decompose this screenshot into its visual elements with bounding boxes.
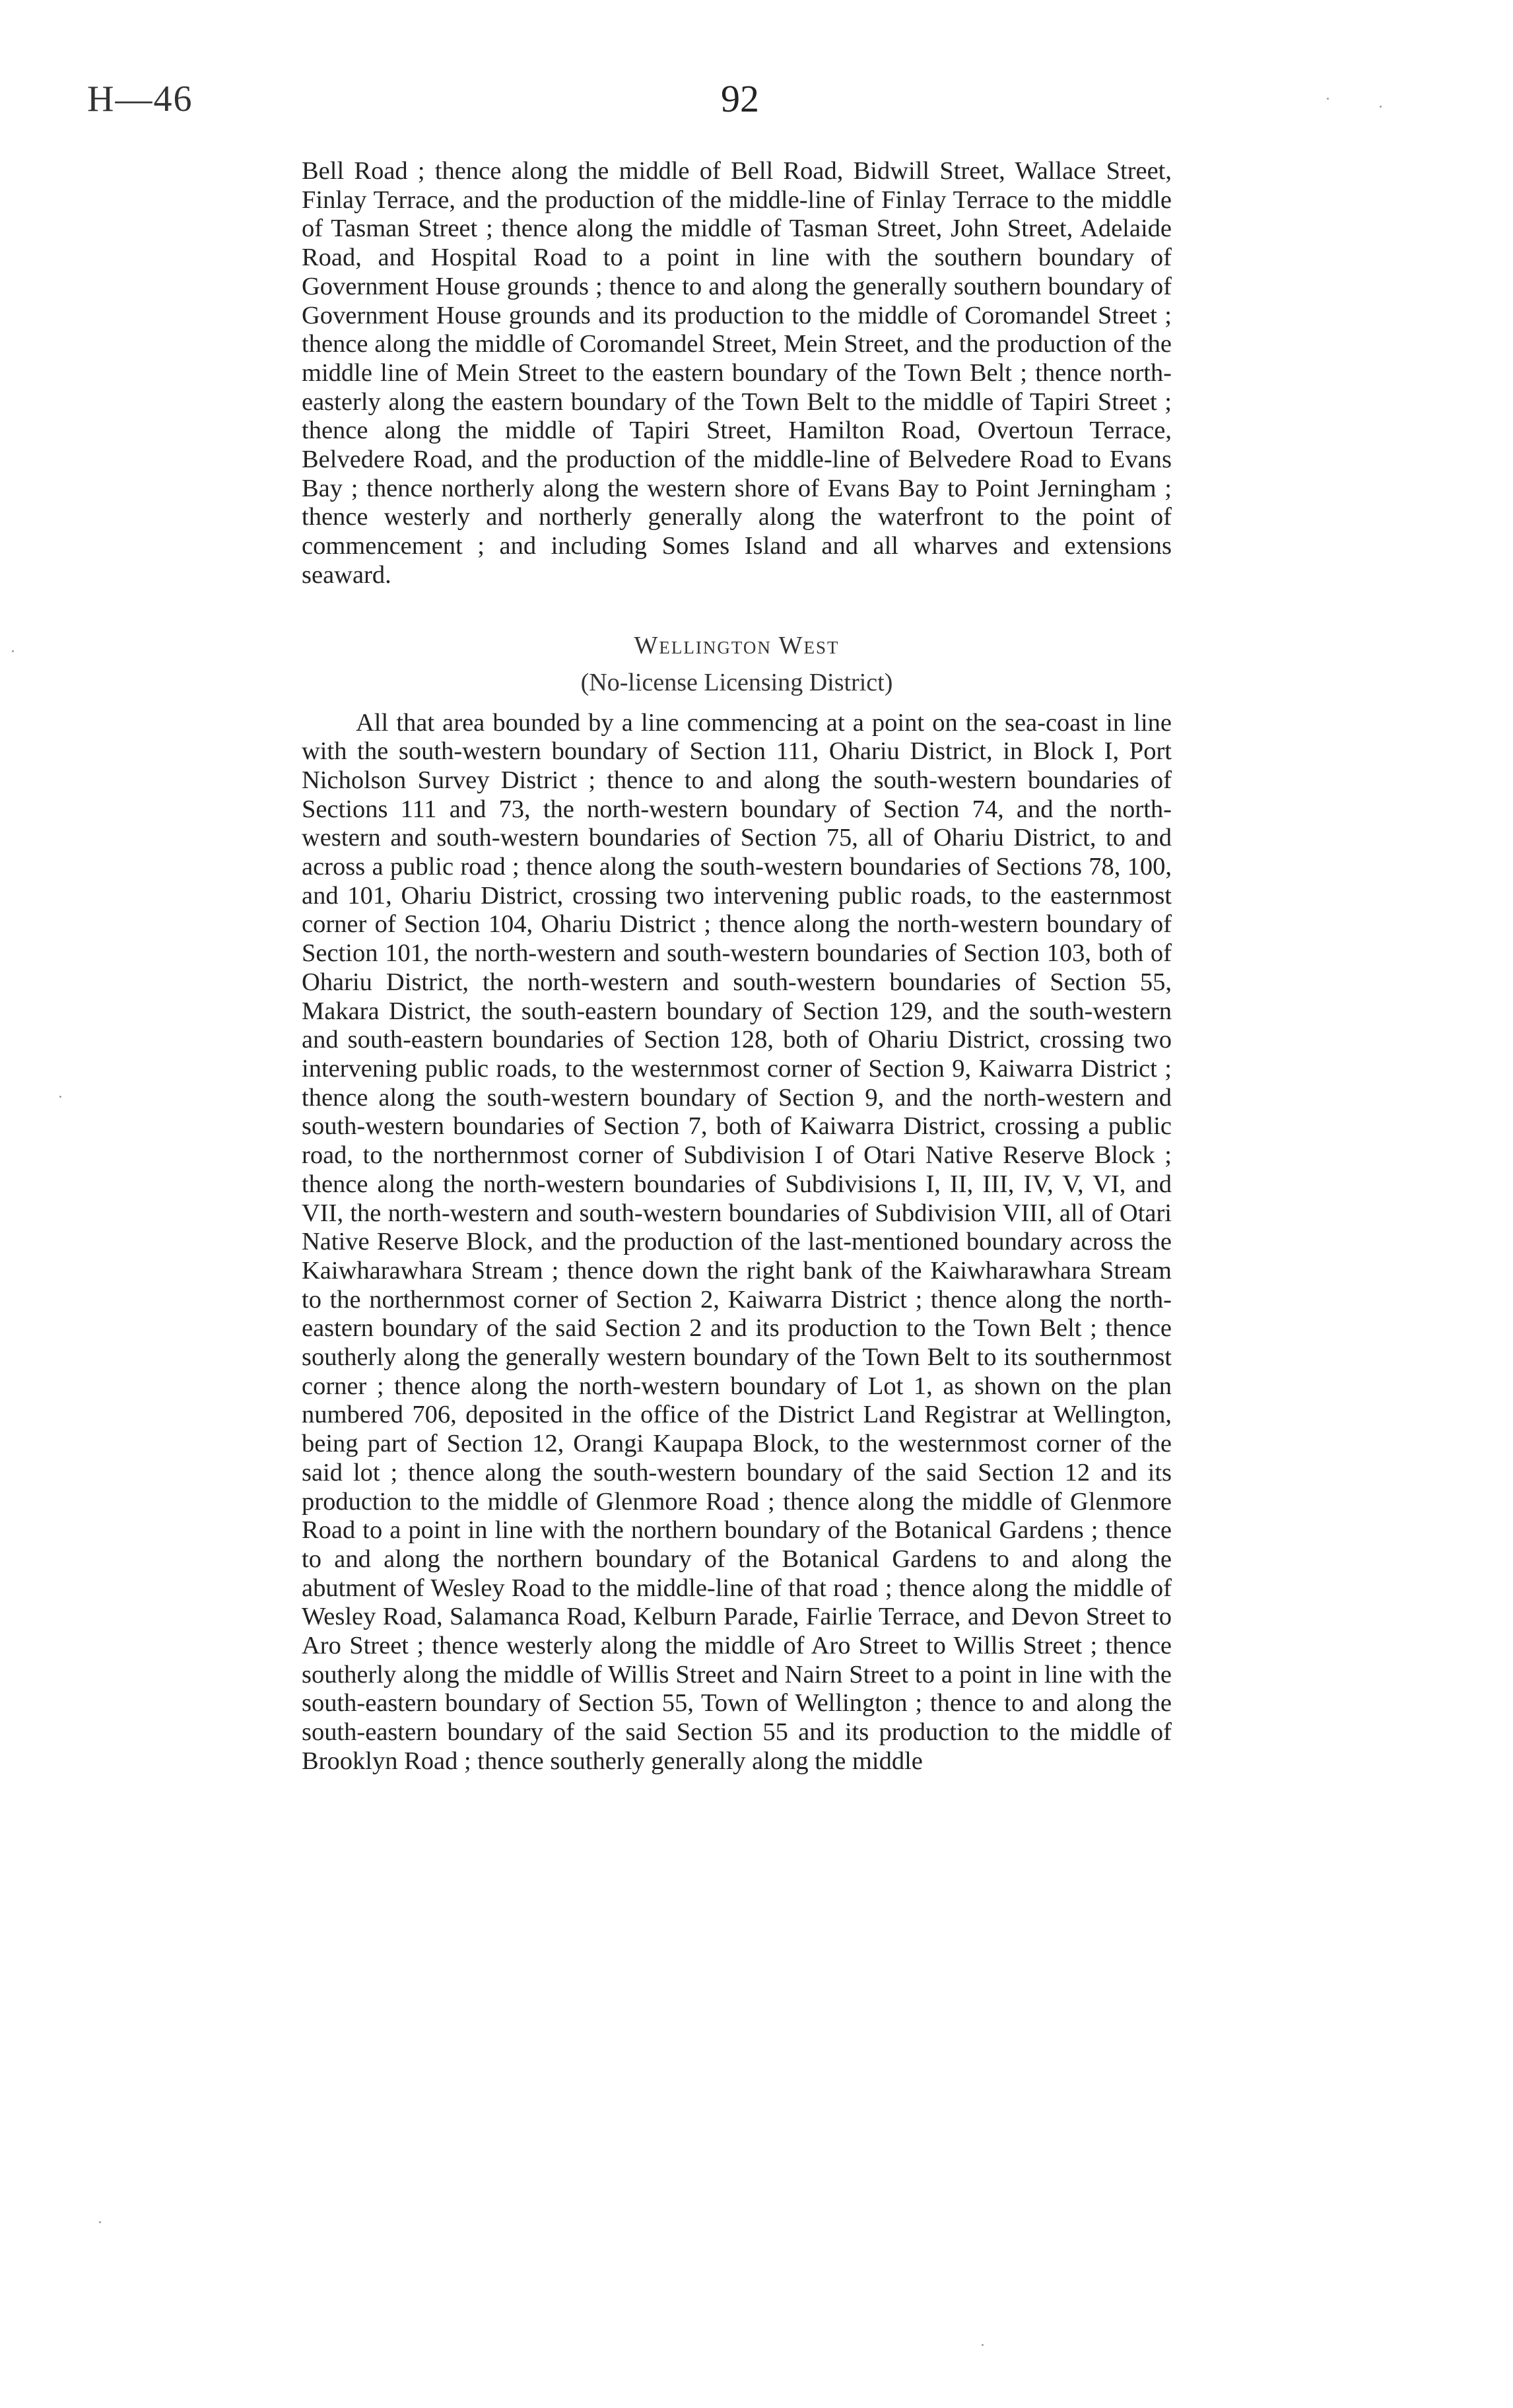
scan-speck — [1380, 106, 1382, 108]
scan-speck — [982, 2344, 984, 2346]
continued-paragraph: Bell Road ; thence along the middle of Bell Road, Bidwill Street, Wallace Street, Finlay Terrace, and the production of the middle-line of Finlay Terrace to the middle of Tasman Street ; thence along the middle of Tasman Street, John Street, Adelaide Road, and Hospital Road to a point in line with the southern boundary of Government House grounds ; thence to and along the generally southern boundary of Government House grounds and its production to the middle of Coromandel Street ; thence along the middle of Coromandel Street, Mein Street, and the production of the middle line of Mein Street to the eastern boundary of the Town Belt ; thence north-easterly along the eastern boundary of the Town Belt to the middle of Tapiri Street ; thence along the middle of Tapiri Street, Hamilton Road, Overtoun Terrace, Belvedere Road, and the production of the middle-line of Belvedere Road to Evans Bay ; thence northerly along the western shore of Evans Bay to Point Jerningham ; thence westerly and northerly generally along the waterfront to the point of commencement ; and including Somes Island and all wharves and extensions seaward. — [302, 157, 1172, 589]
scan-speck — [12, 650, 14, 652]
scan-speck — [59, 1096, 61, 1098]
page-number: 92 — [721, 77, 759, 120]
scan-speck — [99, 2221, 101, 2223]
section-title: Wellington West — [634, 631, 840, 659]
document-reference: H—46 — [87, 79, 193, 119]
text-column — [302, 157, 1172, 1776]
section-subtitle: (No-license Licensing District) — [580, 668, 893, 696]
scan-speck — [1327, 98, 1329, 100]
section-paragraph: All that area bounded by a line commencing at a point on the sea-coast in line with the south-western boundary of Section 111, Ohariu District, in Block I, Port Nicholson Survey District ; thence to and along the south-western boundaries of Sections 111 and 73, the north-western boundary of Section 74, and the north-western and south-western boundaries of Section 75, all of Ohariu District, to and across a public road ; thence along the south-western boundaries of Sections 78, 100, and 101, Ohariu District, crossing two intervening public roads, to the easternmost corner of Section 104, Ohariu District ; thence along the north-western boundary of Section 101, the north-western and south-western boundaries of Section 103, both of Ohariu District, the north-western and south-western boundaries of Section 55, Makara District, the south-eastern boundary of Section 129, and the south-western and south-eastern boundaries of Section 128, both of Ohariu District, crossing two intervening public roads, to the westernmost corner of Section 9, Kaiwarra District ; thence along the south-western boundary of Section 9, and the north-western and south-western boundaries of Section 7, both of Kaiwarra District, crossing a public road, to the northernmost corner of Subdivision I of Otari Native Reserve Block ; thence along the north-western boundaries of Subdivisions I, II, III, IV, V, VI, and VII, the north-western and south-western boundaries of Subdivision VIII, all of Otari Native Reserve Block, and the production of the last-mentioned boundary across the Kaiwharawhara Stream ; thence down the right bank of the Kaiwharawhara Stream to the northernmost corner of Section 2, Kaiwarra District ; thence along the north-eastern boundary of the said Section 2 and its production to the Town Belt ; thence southerly along the generally western boundary of the Town Belt to its southernmost corner ; thence along the north-western boundary of Lot 1, as shown on the plan numbered 706, deposited in the office of the District Land Registrar at Wellington, being part of Section 12, Orangi Kaupapa Block, to the westernmost corner of the said lot ; thence along the south-western boundary of the said Section 12 and its production to the middle of Glenmore Road ; thence along the middle of Glenmore Road to a point in line with the northern boundary of the Botanical Gardens ; thence to and along the northern boundary of the Botanical Gardens to and along the abutment of Wesley Road to the middle-line of that road ; thence along the middle of Wesley Road, Salamanca Road, Kelburn Parade, Fairlie Terrace, and Devon Street to Aro Street ; thence westerly along the middle of Aro Street to Willis Street ; thence southerly along the middle of Willis Street and Nairn Street to a point in line with the south-eastern boundary of Section 55, Town of Wellington ; thence to and along the south-eastern boundary of the said Section 55 and its production to the middle of Brooklyn Road ; thence southerly generally along the middle — [302, 708, 1172, 1775]
